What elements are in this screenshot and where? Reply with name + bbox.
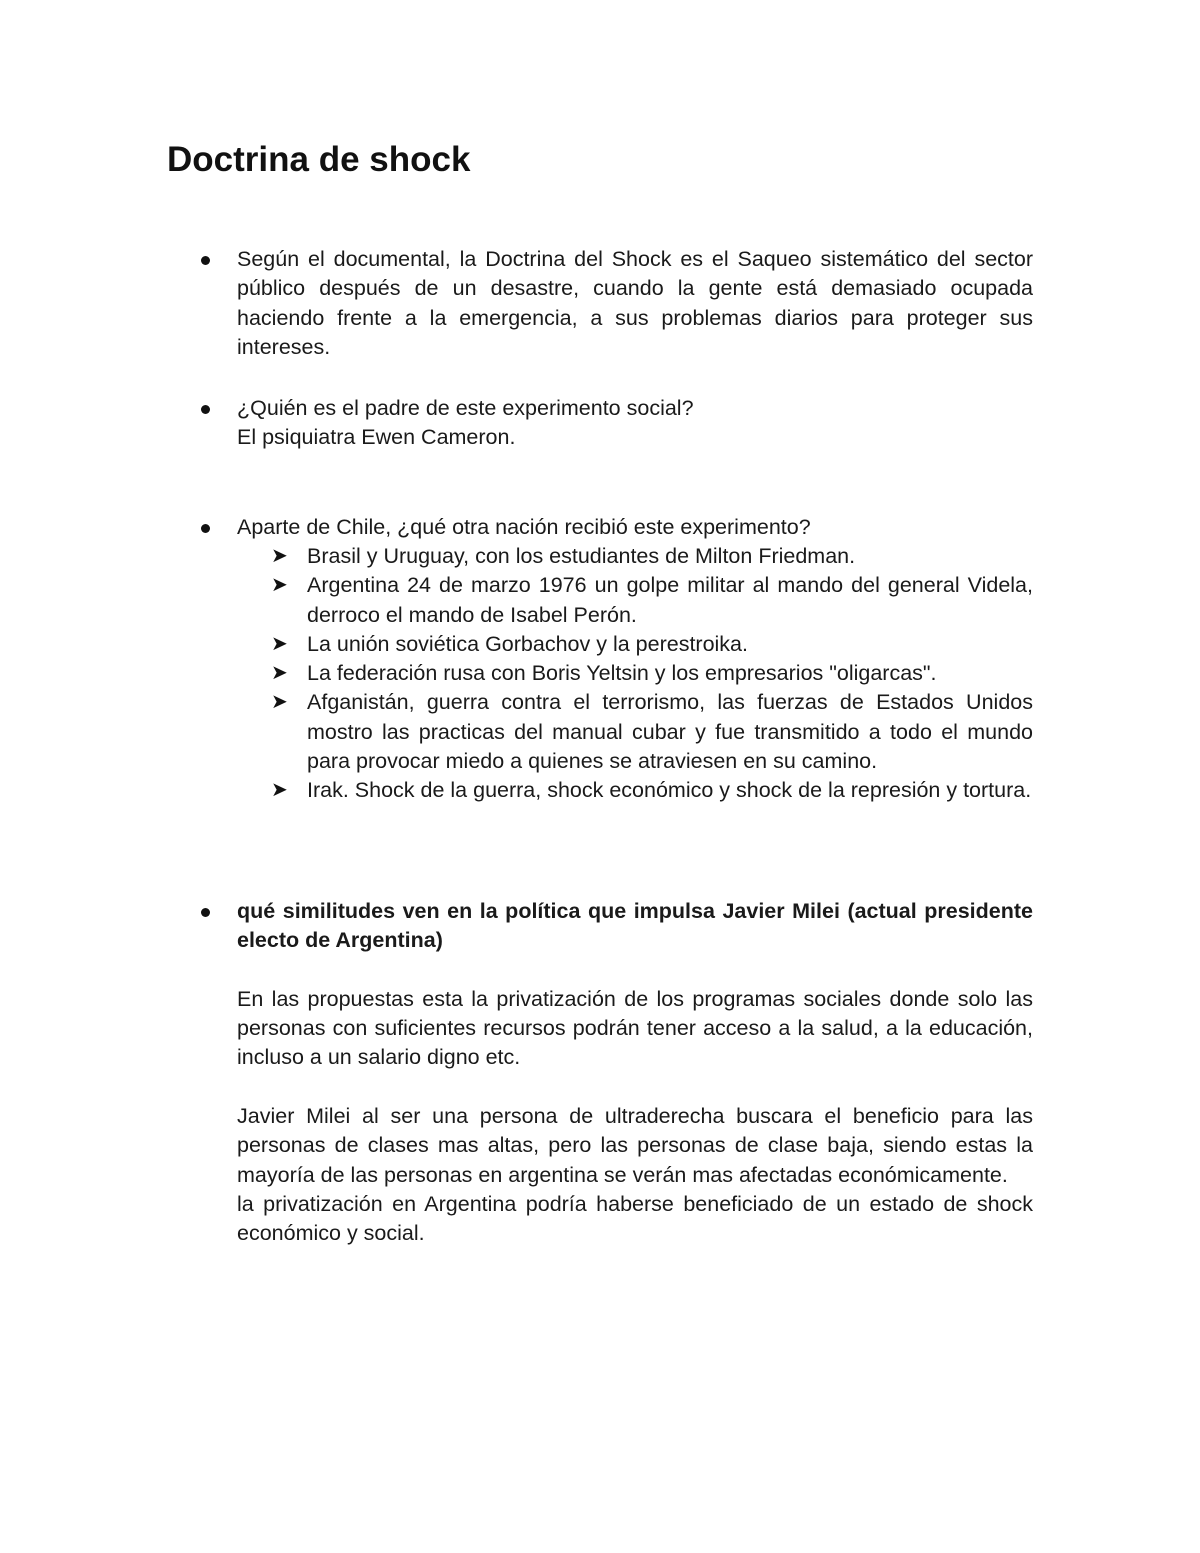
- answer-paragraph: En las propuestas esta la privatización de los programas sociales donde solo las personas con suficientes recursos podrán tener acceso a la salud, a la educación, incluso a un salario digno etc.: [237, 986, 1033, 1070]
- list-item: [271, 688, 1033, 776]
- list-item-text: Afganistán, guerra contra el terrorismo, las fuerzas de Estados Unidos mostro las practicas del manual cubar y fue transmitido a todo el mundo para provocar miedo a quienes se atraviesen en su camino.: [307, 690, 1033, 774]
- list-item-text: Brasil y Uruguay, con los estudiantes de Milton Friedman.: [307, 544, 856, 568]
- arrow-bullet-icon: ➤: [271, 632, 288, 655]
- bullet-dot-icon: [201, 256, 210, 265]
- bullet-question: Aparte de Chile, ¿qué otra nación recibió este experimento?: [237, 515, 811, 539]
- bullet-dot-icon: [201, 524, 210, 533]
- arrow-bullet-icon: ➤: [271, 662, 288, 685]
- list-item: [271, 630, 1033, 659]
- list-item: [271, 571, 1033, 630]
- nations-sub-list: [271, 542, 1033, 806]
- list-item-text: Irak. Shock de la guerra, shock económico y shock de la represión y tortura.: [307, 778, 1032, 803]
- bullet-answer: El psiquiatra Ewen Cameron.: [237, 425, 516, 450]
- list-item: [271, 659, 1033, 688]
- arrow-bullet-icon: ➤: [271, 545, 288, 567]
- list-item: [271, 542, 1033, 571]
- answer-paragraph: Javier Milei al ser una persona de ultraderecha buscara el beneficio para las personas de clases mas altas, pero las personas de clase baja, siendo estas la mayoría de las personas en argentina se verán mas afectadas económicamente.: [237, 1104, 1033, 1187]
- bullet-question: qué similitudes ven en la política que impulsa Javier Milei (actual presidente electo de Argentina): [237, 899, 1033, 953]
- bullet-item-nations: [237, 513, 1033, 542]
- bullet-dot-icon: [201, 405, 210, 414]
- bullet-dot-icon: [201, 908, 210, 917]
- bullet-text: Según el documental, la Doctrina del Shock es el Saqueo sistemático del sector público después de un desastre, cuando la gente está demasiado ocupada haciendo frente a la emergencia, a sus problemas diarios para proteger sus intereses.: [237, 247, 1033, 359]
- arrow-bullet-icon: ➤: [271, 691, 288, 714]
- list-item-text: La unión soviética Gorbachov y la perestroika.: [307, 631, 748, 656]
- bullet-item-milei: [237, 897, 1033, 1249]
- answer-paragraph: la privatización en Argentina podría haberse beneficiado de un estado de shock económico y social.: [237, 1191, 1033, 1246]
- list-item-text: Argentina 24 de marzo 1976 un golpe militar al mando del general Videla, derroco el mando de Isabel Perón.: [307, 573, 1033, 627]
- list-item-text: La federación rusa con Boris Yeltsin y los empresarios "oligarcas".: [307, 661, 937, 686]
- bullet-item-definition: [237, 245, 1033, 362]
- page-title: Doctrina de shock: [167, 140, 471, 179]
- arrow-bullet-icon: ➤: [271, 574, 288, 597]
- bullet-item-father: [237, 394, 1033, 453]
- list-item: [271, 776, 1033, 805]
- bullet-question: ¿Quién es el padre de este experimento social?: [237, 396, 694, 420]
- arrow-bullet-icon: ➤: [271, 779, 288, 802]
